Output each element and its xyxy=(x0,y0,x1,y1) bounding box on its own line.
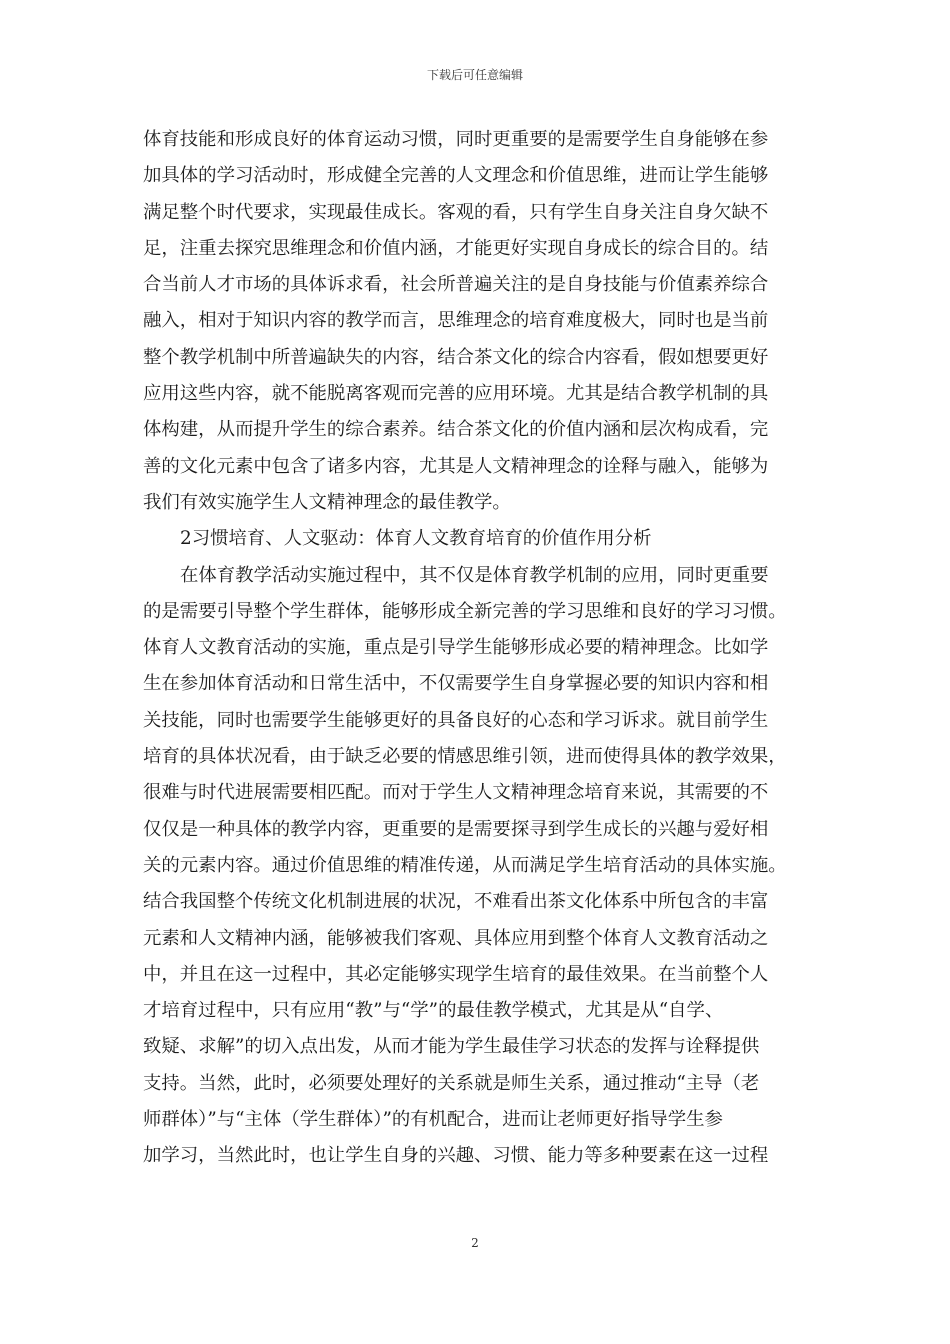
text-line: 师群体）”与“主体（学生群体）”的有机配合，进而让老师更好指导学生参 xyxy=(143,1109,723,1131)
body-text xyxy=(143,122,813,1175)
text-line: 结合我国整个传统文化机制进展的状况，不难看出茶文化体系中所包含的丰富 xyxy=(143,891,769,913)
text-line: 生在参加体育活动和日常生活中，不仅需要学生自身掌握必要的知识内容和相 xyxy=(143,673,769,695)
section-heading: 2习惯培育、人文驱动：体育人文教育培育的价值作用分析 xyxy=(180,528,652,550)
text-line: 应用这些内容，就不能脱离客观而完善的应用环境。尤其是结合教学机制的具 xyxy=(143,383,769,405)
text-line: 关技能，同时也需要学生能够更好的具备良好的心态和学习诉求。就目前学生 xyxy=(143,709,769,731)
text-line: 元素和人文精神内涵，能够被我们客观、具体应用到整个体育人文教育活动之 xyxy=(143,927,769,949)
text-line: 满足整个时代要求，实现最佳成长。客观的看，只有学生自身关注自身欠缺不 xyxy=(143,201,769,223)
page-header: 下载后可任意编辑 xyxy=(426,68,523,82)
text-line: 仅仅是一种具体的教学内容，更重要的是需要探寻到学生成长的兴趣与爱好相 xyxy=(143,818,769,840)
text-line: 我们有效实施学生人文精神理念的最佳教学。 xyxy=(143,491,511,513)
text-line: 体育人文教育活动的实施，重点是引导学生能够形成必要的精神理念。比如学 xyxy=(143,637,769,659)
text-line: 加具体的学习活动时，形成健全完善的人文理念和价值思维，进而让学生能够 xyxy=(143,165,769,187)
text-line: 合当前人才市场的具体诉求看，社会所普遍关注的是自身技能与价值素养综合 xyxy=(143,274,769,296)
text-line: 足，注重去探究思维理念和价值内涵，才能更好实现自身成长的综合目的。结 xyxy=(143,237,769,259)
text-line: 体构建，从而提升学生的综合素养。结合茶文化的价值内涵和层次构成看，完 xyxy=(143,419,769,441)
text-line: 才培育过程中，只有应用“教”与“学”的最佳教学模式，尤其是从“自学、 xyxy=(143,1000,724,1022)
text-line: 中，并且在这一过程中，其必定能够实现学生培育的最佳效果。在当前整个人 xyxy=(143,963,769,985)
text-line: 培育的具体状况看，由于缺乏必要的情感思维引领，进而使得具体的教学效果， xyxy=(143,746,787,768)
text-line: 整个教学机制中所普遍缺失的内容，结合茶文化的综合内容看，假如想要更好 xyxy=(143,346,769,368)
text-line: 融入，相对于知识内容的教学而言，思维理念的培育难度极大，同时也是当前 xyxy=(143,310,769,332)
text-line: 善的文化元素中包含了诸多内容，尤其是人文精神理念的诠释与融入，能够为 xyxy=(143,455,769,477)
text-line: 支持。当然，此时，必须要处理好的关系就是师生关系，通过推动“主导（老 xyxy=(143,1072,760,1094)
page-number: 2 xyxy=(471,1236,479,1250)
text-line: 很难与时代进展需要相匹配。而对于学生人文精神理念培育来说，其需要的不 xyxy=(143,782,769,804)
text-line: 体育技能和形成良好的体育运动习惯，同时更重要的是需要学生自身能够在参 xyxy=(143,129,769,150)
text-line: 加学习，当然此时，也让学生自身的兴趣、习惯、能力等多种要素在这一过程 xyxy=(143,1145,769,1167)
text-line: 在体育教学活动实施过程中，其不仅是体育教学机制的应用，同时更重要 xyxy=(180,564,769,586)
text-line: 的是需要引导整个学生群体，能够形成全新完善的学习思维和良好的学习习惯。 xyxy=(143,600,787,622)
text-line: 关的元素内容。通过价值思维的精准传递，从而满足学生培育活动的具体实施。 xyxy=(143,854,787,876)
text-line: 致疑、求解”的切入点出发，从而才能为学生最佳学习状态的发挥与诠释提供 xyxy=(143,1036,760,1058)
